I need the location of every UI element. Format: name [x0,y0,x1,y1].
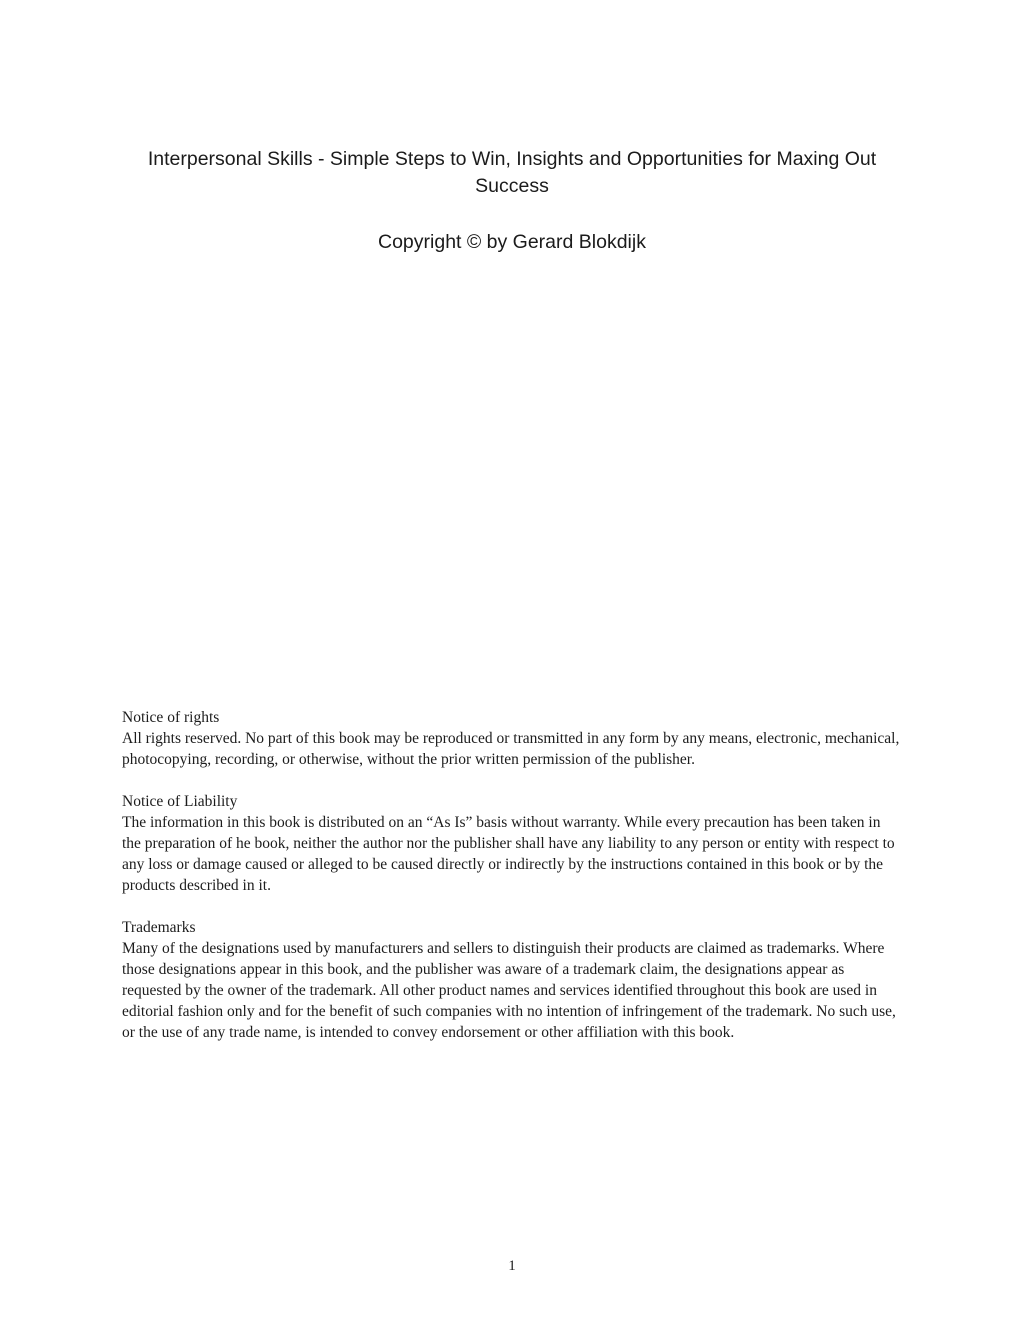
trademarks-body: Many of the designations used by manufacturers and sellers to distinguish their products are claimed as trademarks. Where those designations appear in this book, and the publisher was aware of a trademark claim, the designations appear as requested by the owner of the trademark. All other product names and services identified throughout this book are used in editorial fashion only and for the benefit of such companies with no intention of infringement of the trademark. No such use, or the use of any trade name, is intended to convey endorsement or other affiliation with this book. [122,940,896,1041]
notice-liability-section [122,791,900,896]
notice-rights-body: All rights reserved. No part of this book may be reproduced or transmitted in any form by any means, electronic, mechanical, photocopying, recording, or otherwise, without the prior written permission of the publisher. [122,730,900,768]
trademarks-heading: Trademarks [122,919,196,936]
notice-rights-section [122,707,900,770]
trademarks-section [122,917,900,1043]
notice-liability-body: The information in this book is distributed on an “As Is” basis without warranty. While every precaution has been taken in the preparation of he book, neither the author nor the publisher shall have any liability to any person or entity with respect to any loss or damage caused or alleged to be caused directly or indirectly by the instructions contained in this book or by the products described in it. [122,814,895,894]
book-title: Interpersonal Skills - Simple Steps to Win, Insights and Opportunities for Maxing Out Success [147,148,877,197]
notice-rights-heading: Notice of rights [122,709,220,726]
title-block [0,146,1024,200]
copyright-line: Copyright © by Gerard Blokdijk [378,231,646,253]
legal-notices [122,707,900,1043]
notice-liability-heading: Notice of Liability [122,793,238,810]
page-number: 1 [508,1258,516,1274]
